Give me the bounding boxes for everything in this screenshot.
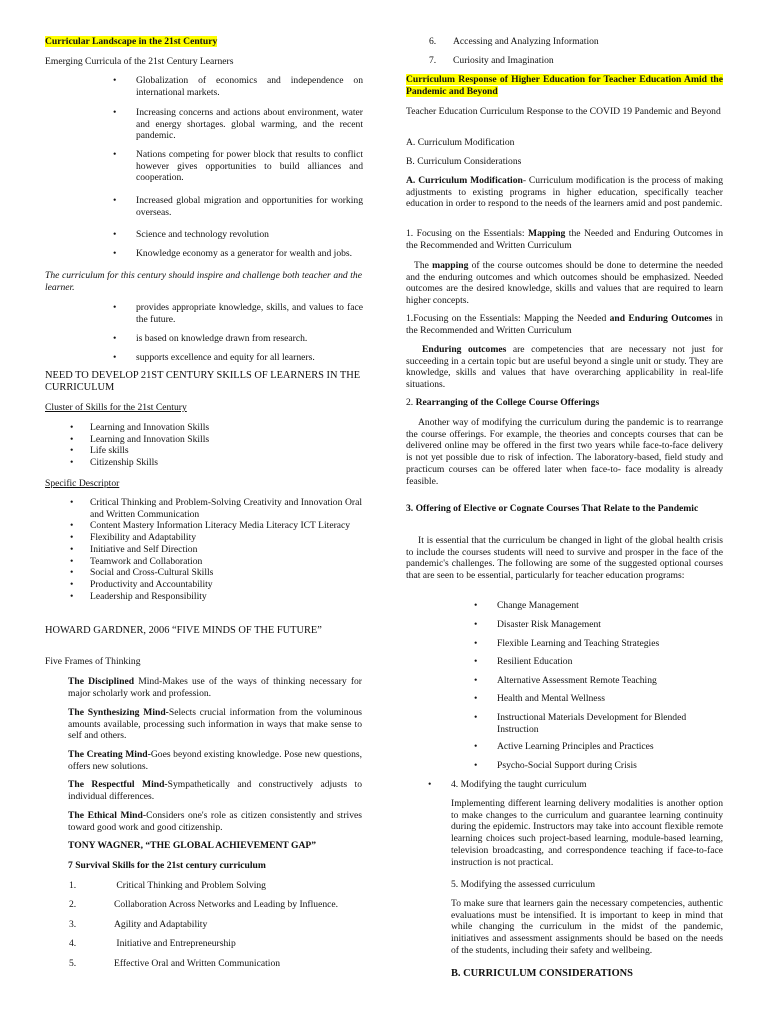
mind-ethical: The Ethical Mind-Considers one's role as citizen consistently and strives toward good work and good citizenship. — [68, 810, 362, 833]
list-item: • Initiative and Self Direction — [90, 544, 362, 556]
wagner-heading: TONY WAGNER, “THE GLOBAL ACHIEVEMENT GAP” — [68, 840, 317, 851]
point-2-heading: 2. Rearranging of the College Course Offerings — [406, 397, 600, 408]
specific-heading: Specific Descriptor — [45, 478, 120, 489]
list-item: • supports excellence and equity for all learners. — [136, 352, 363, 364]
point-1b-heading: 1.Focusing on the Essentials: Mapping the Needed and Enduring Outcomes in the Recommended and Written Curriculum — [406, 313, 723, 336]
point-5-paragraph: To make sure that learners gain the necessary competencies, authentic evaluations must be intensified. It is important to keep in mind that while changing the curriculum in the midst of the pandemic, initiatives and assessment assignments should be based on the needs of the students, including their safety and wellbeing. — [451, 898, 723, 956]
survival-heading: 7 Survival Skills for the 21st century curriculum — [68, 860, 266, 871]
list-item: • is based on knowledge drawn from research. — [136, 333, 363, 352]
list-item: • Life skills — [90, 445, 362, 457]
list-item: • Leadership and Responsibility — [90, 591, 362, 603]
cluster-heading: Cluster of Skills for the 21st Century — [45, 402, 187, 413]
list-item: • provides appropriate knowledge, skills, and values to face the future. — [136, 302, 363, 333]
list-item: • Teamwork and Collaboration — [90, 556, 362, 568]
point-3-paragraph: It is essential that the curriculum be changed in light of the global health crisis to include the courses students will need to survive and prosper in the face of the pandemic's challenges. The following are some of the suggested optional courses that are seen to be essential, particularly for teacher education programs: — [406, 535, 723, 582]
gardner-heading: HOWARD GARDNER, 2006 “FIVE MINDS OF THE FUTURE” — [45, 625, 322, 636]
mind-creating: The Creating Mind-Goes beyond existing knowledge. Pose new questions, offers new solutions. — [68, 749, 362, 772]
list-item: • Science and technology revolution — [136, 229, 363, 248]
document-page: Curricular Landscape in the 21st Century Emerging Curricula of the 21st Century Learners • Globalization of economics and independence on international markets. • Increasing concerns and actions about environment, water and energy shortages. global warming, and the recent pandemic. • Nations competing for power block that results to conflict however gives opportunities to build alliances and cooperation. • Increased global migration and opportunities for working overseas. • Science and technology revolution • Knowledge economy as a generator for wealth and jobs. The curriculum for this century should inspire and challenge both teacher and the learner. • provides appropriate knowledge, skills, and values to face the future. • is based on knowledge drawn from research. • supports excellence and equity for all learners. NEED TO DEVELOP 21ST CENTURY SKILLS OF LEARNERS IN THE CURRICULUM Cluster of Skills for the 21st Century • Learning and Innovation Skills • Learning and Innovation Skills • Life skills • Citizenship Skills Specific Descriptor • Critical Thinking and Problem-Solving Creativity and Innovation Oral and Written Communication • Content Mastery Information Literacy Media Literacy ICT Literacy • Flexibility and Adaptability • Initiative and Self Direction • Teamwork and Collaboration • Social and Cross-Cultural Skills • Productivity and Accountability • Leadership and Responsibility HOWARD GARDNER, 2006 “FIVE MINDS OF THE FUTURE” Five Frames of Thinking The Disciplined Mind-Makes use of the ways of thinking necessary for major scholarly work and profession. The Synthesizing Mind-Selects crucial information from the voluminous amounts available, processing such information in ways that make sense to self and others. The Creating Mind-Goes beyond existing knowledge. Pose new questions, offers new solutions. The Respectful Mind-Sympathetically and constructively adjusts to individual differences. The Ethical Mind-Considers one's role as citizen consistently and strives toward good work and good citizenship. TONY WAGNER, “THE GLOBAL ACHIEVEMENT GAP” 7 Survival Skills for the 21st century curriculum 1. Critical Thinking and Problem Solving 2. Collaboration Across Networks and Leading by Influence. 3. Agility and Adaptability 4. Initiative and Entrepreneurship 5. Effective Oral and Written Communication 6. Accessing and Analyzing Information 7. Curiosity and Imagination Curriculum Response of Higher Education for Teacher Education Amid the Pandemic and Beyond Teacher Education Curriculum Response to the COVID 19 Pandemic and Beyond A. Curriculum Modification B. Curriculum Considerations A. Curriculum Modification- Curriculum modification is the process of making adjustments to existing programs in higher education, specifically teacher education in order to respond to the needs of the learners amid and post pandemic. 1. Focusing on the Essentials: Mapping the Needed and Enduring Outcomes in the Recommended and Written Curriculum The mapping of the course outcomes should be done to determine the needed and the enduring outcomes and which outcomes should be emphasized. Needed outcomes are the desired knowledge, skills and values that are required to learn higher concepts. 1.Focusing on the Essentials: Mapping the Needed and Enduring Outcomes in the Recommended and Written Curriculum Enduring outcomes are competencies that are necessary not just for succeeding in a certain topic but are useful beyond a single unit or study. They are knowledge, skills and values that have overarching applicability in real-life situations. 2. Rearranging of the College Course Offerings Another way of modifying the curriculum during the pandemic is to rearrange the course offerings. For example, the theories and concepts courses that can be delivered online may be offered in the first two years while face-to-face delivery is not yet possible due to risk of infection. The laboratory-based, field study and practicum courses can be offered later when face-to- face modality is already feasible. 3. Offering of Elective or Cognate Courses That Relate to the Pandemic It is essential that the curriculum be changed in light of the global health crisis to include the courses students will need to survive and prosper in the face of the pandemic's challenges. The following are some of the suggested optional courses that are seen to be essential, particularly for teacher education programs: • Change Management • Disaster Risk Management • Flexible Learning and Teaching Strategies • Resilient Education • Alternative Assessment Remote Teaching • Health and Mental Wellness • Instructional Materials Development for Blended Instruction • Active Learning Principles and Practices • Psycho-Social Support during Crisis • 4. Modifying the taught curriculum Implementing different learning delivery modalities is another option to make changes to the curriculum and guarantee learning continuity during the epidemic. Instructors may take into account flexible remote learning choices such project-based learning, module-based learning, television broadcasting, and correspondence teaching if face-to-face instruction is not practical. 5. Modifying the assessed curriculum To make sure that learners gain the necessary competencies, authentic evaluations must be intensified. It is important to keep in mind that while changing the curriculum in the midst of the pandemic, initiatives and assessment assignments should be based on the needs of the students, including their safety and wellbeing. B. CURRICULUM CONSIDERATIONS — [0, 0, 768, 1024]
mapping-paragraph: The mapping of the course outcomes should be done to determine the needed and the enduring outcomes and which outcomes should be emphasized. Needed outcomes are the desired knowledge, skills and values that are required to learn higher concepts. — [406, 260, 723, 307]
list-item: • Resilient Education — [497, 656, 723, 675]
point-1-heading: 1. Focusing on the Essentials: Mapping the Needed and Enduring Outcomes in the Recommended and Written Curriculum — [406, 228, 724, 251]
cluster-list — [90, 422, 362, 469]
specific-list — [90, 497, 362, 602]
enduring-paragraph: Enduring outcomes are competencies that are necessary not just for succeeding in a certain topic but are useful beyond a single unit or study. They are knowledge, skills and values that have overarching applicability in real-life situations. — [406, 344, 723, 391]
point-4-paragraph: Implementing different learning delivery modalities is another option to make changes to the curriculum and guarantee learning continuity during the epidemic. Instructors may take into account flexible remote learning choices such project-based learning, module-based learning, television broadcasting, and correspondence teaching if face-to-face instruction is not practical. — [451, 798, 723, 868]
list-item: • Alternative Assessment Remote Teaching — [497, 675, 723, 693]
list-item: • Change Management — [497, 600, 723, 619]
list-item: • Disaster Risk Management — [497, 619, 723, 638]
intro-text: Teacher Education Curriculum Response to the COVID 19 Pandemic and Beyond — [406, 106, 721, 117]
list-item: • Active Learning Principles and Practices — [497, 741, 723, 760]
outline-a: A. Curriculum Modification — [406, 137, 515, 148]
need-heading: NEED TO DEVELOP 21ST CENTURY SKILLS OF LEARNERS IN THE CURRICULUM — [45, 370, 361, 394]
mind-respectful: The Respectful Mind-Sympathetically and constructively adjusts to individual differences. — [68, 779, 362, 802]
list-item: • Productivity and Accountability — [90, 579, 362, 591]
modification-definition: A. Curriculum Modification- Curriculum modification is the process of making adjustments to existing programs in higher education, specifically teacher education in order to respond to the needs of the learners amid and post pandemic. — [406, 175, 723, 210]
point-4-list — [451, 779, 723, 791]
outline-b: B. Curriculum Considerations — [406, 156, 522, 167]
mind-synthesizing: The Synthesizing Mind-Selects crucial information from the voluminous amounts available, processing such information in ways that make sense to self and others. — [68, 707, 362, 742]
emerging-list — [136, 75, 363, 260]
list-item: • Flexible Learning and Teaching Strategies — [497, 638, 723, 656]
mind-disciplined: The Disciplined Mind-Makes use of the ways of thinking necessary for major scholarly work and profession. — [68, 676, 363, 699]
considerations-heading: B. CURRICULUM CONSIDERATIONS — [451, 968, 633, 979]
list-item: • Content Mastery Information Literacy Media Literacy ICT Literacy — [90, 520, 362, 532]
list-item: • Social and Cross-Cultural Skills — [90, 567, 362, 579]
list-item: • Nations competing for power block that results to conflict however gives opportunities to build alliances and cooperation. — [136, 149, 363, 195]
courses-list — [497, 600, 723, 772]
section-title — [45, 36, 362, 48]
point-3-heading: 3. Offering of Elective or Cognate Courses That Relate to the Pandemic — [406, 503, 699, 514]
list-item: • Health and Mental Wellness — [497, 693, 723, 712]
list-item: • Increasing concerns and actions about environment, water and energy shortages. global warming, and the recent pandemic. — [136, 107, 363, 149]
list-item: • Learning and Innovation Skills — [90, 422, 362, 434]
highlighted-title: Curriculum Response of Higher Education for Teacher Education Amid the Pandemic and Beyond — [406, 74, 723, 97]
list-item: • Learning and Innovation Skills — [90, 434, 362, 446]
list-item: • Knowledge economy as a generator for wealth and jobs. — [136, 248, 363, 260]
point-5-heading: 5. Modifying the assessed curriculum — [451, 879, 596, 890]
section-title — [406, 74, 723, 97]
five-frames-heading: Five Frames of Thinking — [45, 656, 141, 667]
list-item: • Instructional Materials Development for Blended Instruction — [497, 712, 723, 741]
inspire-list — [136, 302, 363, 364]
point-2-paragraph: Another way of modifying the curriculum during the pandemic is to rearrange the course offerings. For example, the theories and concepts courses that can be delivered online may be offered in the first two years while face-to-face delivery is not yet possible due to risk of infection. The laboratory-based, field study and practicum courses can be offered later when face-to- face modality is already feasible. — [406, 417, 723, 487]
list-item: • Flexibility and Adaptability — [90, 532, 362, 544]
highlighted-title: Curricular Landscape in the 21st Century — [45, 36, 218, 47]
list-item: • Psycho-Social Support during Crisis — [497, 760, 723, 772]
list-item: • Citizenship Skills — [90, 457, 362, 469]
emerging-heading: Emerging Curricula of the 21st Century Learners — [45, 56, 234, 67]
inspire-statement: The curriculum for this century should inspire and challenge both teacher and the learner. — [45, 270, 362, 293]
point-4-heading: • 4. Modifying the taught curriculum — [451, 779, 723, 791]
list-item: • Globalization of economics and independence on international markets. — [136, 75, 363, 107]
list-item: • Increased global migration and opportunities for working overseas. — [136, 195, 363, 229]
list-item: • Critical Thinking and Problem-Solving Creativity and Innovation Oral and Written Communication — [90, 497, 362, 520]
